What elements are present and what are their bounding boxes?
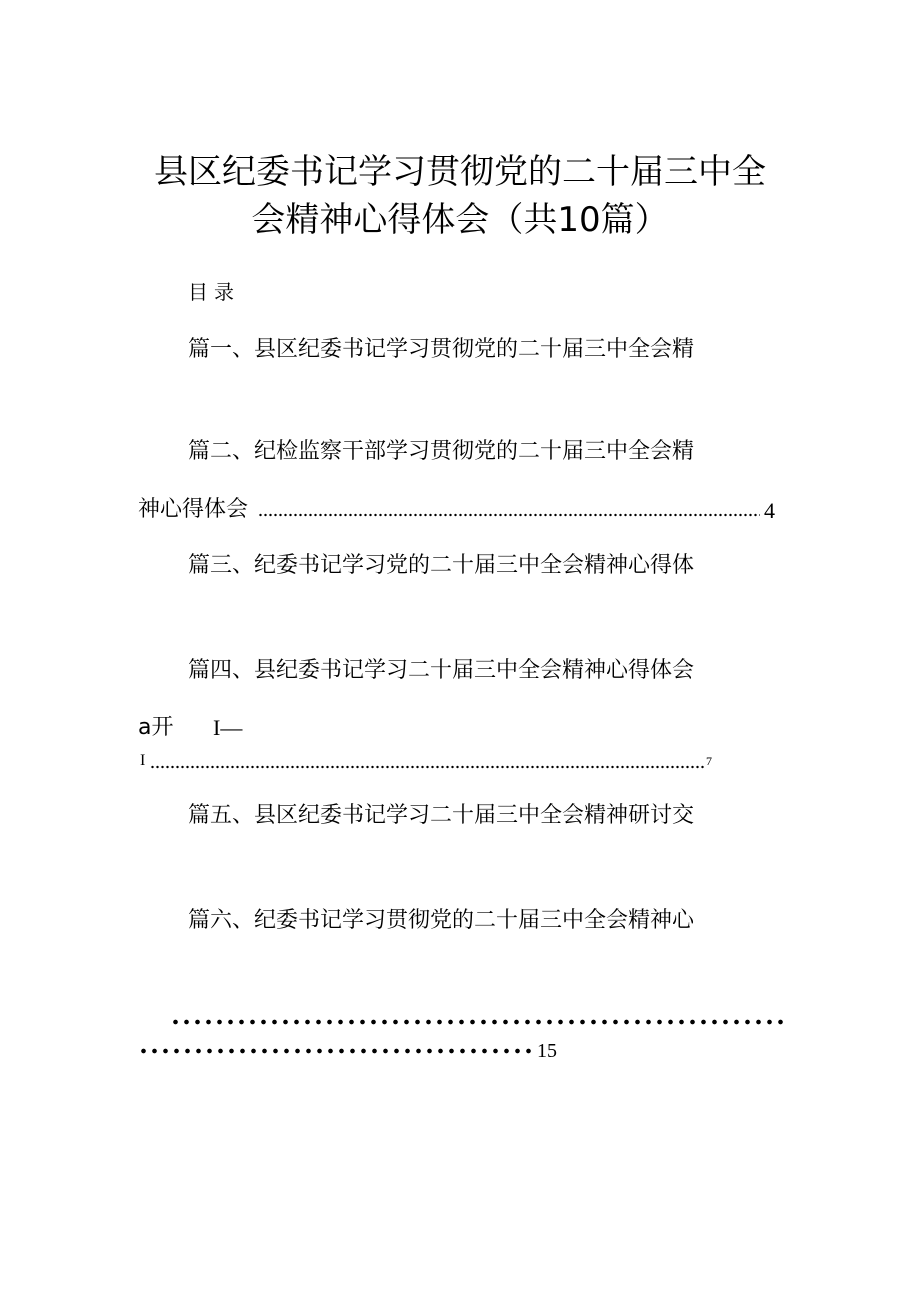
toc-heading: 目录 bbox=[188, 280, 240, 304]
toc-entry-2-page-number[interactable]: 4 bbox=[764, 498, 775, 523]
toc-entry-6-leader-line-1 bbox=[170, 1017, 784, 1027]
toc-entry-4-leader bbox=[150, 764, 704, 770]
toc-entry-6[interactable]: 篇六、纪委书记学习贯彻党的二十届三中全会精神心 bbox=[188, 908, 695, 933]
toc-entry-6-page-number[interactable]: 15 bbox=[537, 1040, 557, 1062]
toc-entry-2-continuation[interactable]: 神心得体会 bbox=[138, 497, 249, 522]
toc-entry-4-leader-prefix: I bbox=[140, 752, 146, 769]
toc-entry-4-page-number[interactable]: 7 bbox=[706, 754, 712, 768]
toc-entry-4-continuation-suffix: I— bbox=[213, 715, 243, 740]
toc-entry-4[interactable]: 篇四、县纪委书记学习二十届三中全会精神心得体会 bbox=[188, 658, 695, 683]
document-title-line-1: 县区纪委书记学习贯彻党的二十届三中全 bbox=[154, 152, 766, 192]
toc-entry-6-leader-line-2 bbox=[138, 1046, 534, 1056]
toc-entry-2[interactable]: 篇二、纪检监察干部学习贯彻党的二十届三中全会精 bbox=[188, 439, 695, 464]
document-title-line-2: 会精神心得体会（共10篇） bbox=[251, 200, 669, 240]
toc-entry-1[interactable]: 篇一、县区纪委书记学习贯彻党的二十届三中全会精 bbox=[188, 337, 695, 362]
toc-entry-3[interactable]: 篇三、纪委书记学习党的二十届三中全会精神心得体 bbox=[188, 553, 695, 578]
toc-entry-2-leader bbox=[258, 512, 760, 518]
toc-entry-5[interactable]: 篇五、县区纪委书记学习二十届三中全会精神研讨交 bbox=[188, 803, 695, 828]
toc-entry-4-continuation-prefix[interactable]: a开 bbox=[138, 715, 174, 740]
